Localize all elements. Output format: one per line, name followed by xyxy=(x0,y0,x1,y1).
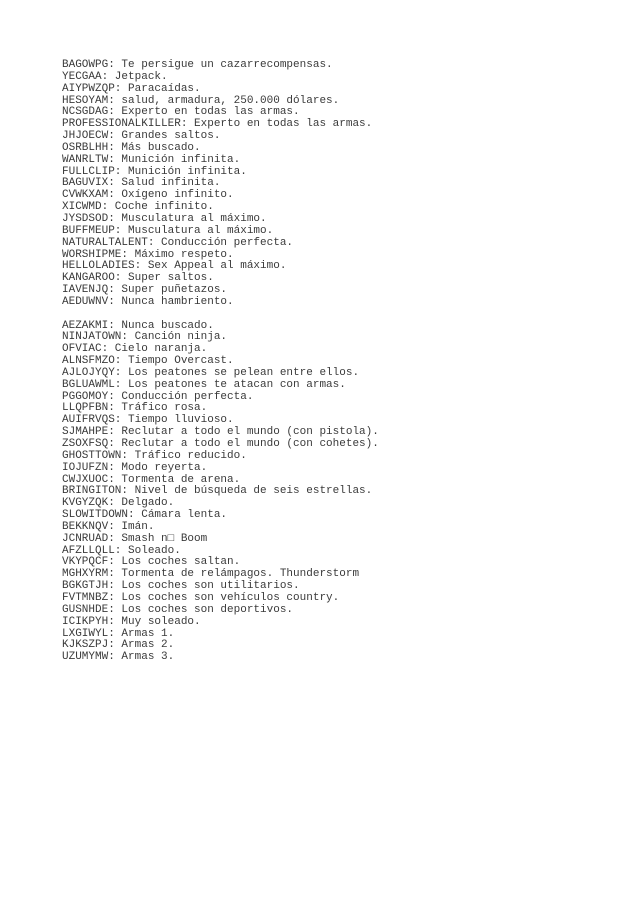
cheat-line: AFZLLQLL: Soleado. xyxy=(62,544,181,557)
cheat-line: ALNSFMZO: Tiempo Overcast. xyxy=(62,355,234,368)
cheat-line: OFVIAC: Cielo naranja. xyxy=(62,343,208,356)
cheat-line: IOJUFZN: Modo reyerta. xyxy=(62,461,208,474)
cheat-line: LXGIWYL: Armas 1. xyxy=(62,627,175,640)
cheat-section-1 xyxy=(62,60,602,309)
cheat-line: ZSOXFSQ: Reclutar a todo el mundo (con cohetes). xyxy=(62,438,379,450)
cheat-line: FVTMNBZ: Los coches son vehículos country. xyxy=(62,591,340,604)
section-spacer xyxy=(62,309,602,321)
cheat-line: JYSDSOD: Musculatura al máximo. xyxy=(62,212,267,225)
cheat-code-list xyxy=(62,60,602,664)
cheat-line: CVWKXAM: Oxígeno infinito. xyxy=(62,189,234,202)
cheat-line: MGHXYRM: Tormenta de relámpagos. Thunderstorm xyxy=(62,568,360,581)
cheat-line: GHOSTTOWN: Tráfico reducido. xyxy=(62,449,247,462)
cheat-line: NINJATOWN: Canción ninja. xyxy=(62,331,228,344)
cheat-line: GUSNHDE: Los coches son deportivos. xyxy=(62,603,294,616)
cheat-line: KANGAROO: Super saltos. xyxy=(62,272,214,285)
cheat-line: AIYPWZQP: Paracaídas. xyxy=(62,82,201,95)
cheat-line: ICIKPYH: Muy soleado. xyxy=(62,615,201,628)
cheat-line: OSRBLHH: Más buscado. xyxy=(62,141,201,154)
cheat-line: AEZAKMI: Nunca buscado. xyxy=(62,319,214,332)
cheat-line: AJLOJYQY: Los peatones se pelean entre ellos. xyxy=(62,366,360,379)
cheat-line: NCSGDAG: Experto en todas las armas. xyxy=(62,106,300,119)
cheat-line: CWJXUOC: Tormenta de arena. xyxy=(62,473,241,486)
cheat-line: IAVENJQ: Super puñetazos. xyxy=(62,284,228,297)
cheat-line: BEKKNQV: Imán. xyxy=(62,520,155,533)
cheat-line: AEDUWNV: Nunca hambriento. xyxy=(62,295,234,308)
cheat-line: HESOYAM: salud, armadura, 250.000 dólares. xyxy=(62,94,340,107)
cheat-line: KJKSZPJ: Armas 2. xyxy=(62,639,175,652)
cheat-line: BGKGTJH: Los coches son utilitarios. xyxy=(62,580,300,593)
cheat-line: WANRLTW: Munición infinita. xyxy=(62,153,241,166)
cheat-line: PROFESSIONALKILLER: Experto en todas las armas. xyxy=(62,118,373,131)
cheat-line: BRINGITON: Nivel de búsqueda de seis estrellas. xyxy=(62,485,373,498)
cheat-line: VKYPQCF: Los coches saltan. xyxy=(62,556,241,569)
cheat-line: SJMAHPE: Reclutar a todo el mundo (con pistola). xyxy=(62,426,379,439)
cheat-line: BUFFMEUP: Musculatura al máximo. xyxy=(62,224,274,237)
cheat-line: NATURALTALENT: Conducción perfecta. xyxy=(62,236,294,249)
cheat-line: BGLUAWML: Los peatones te atacan con armas. xyxy=(62,378,346,391)
cheat-line: BAGOWPG: Te persigue un cazarrecompensas. xyxy=(62,59,333,71)
cheat-line: KVGYZQK: Delgado. xyxy=(62,497,175,510)
cheat-line: PGGOMOY: Conducción perfecta. xyxy=(62,390,254,403)
cheat-line: WORSHIPME: Máximo respeto. xyxy=(62,248,234,261)
cheat-line: JCNRUAD: Smash n□ Boom xyxy=(62,532,208,545)
cheat-line: LLQPFBN: Tráfico rosa. xyxy=(62,402,208,415)
cheat-line: BAGUVIX: Salud infinita. xyxy=(62,177,221,190)
cheat-line: UZUMYMW: Armas 3. xyxy=(62,651,175,664)
cheat-line: SLOWITDOWN: Cámara lenta. xyxy=(62,509,228,522)
cheat-line: XICWMD: Coche infinito. xyxy=(62,201,214,214)
cheat-line: YECGAA: Jetpack. xyxy=(62,70,168,83)
cheat-line: FULLCLIP: Munición infinita. xyxy=(62,165,247,178)
cheat-line: JHJOECW: Grandes saltos. xyxy=(62,130,221,143)
cheat-section-2 xyxy=(62,321,602,664)
cheat-line: AUIFRVQS: Tiempo lluvioso. xyxy=(62,414,234,427)
cheat-line: HELLOLADIES: Sex Appeal al máximo. xyxy=(62,260,287,273)
